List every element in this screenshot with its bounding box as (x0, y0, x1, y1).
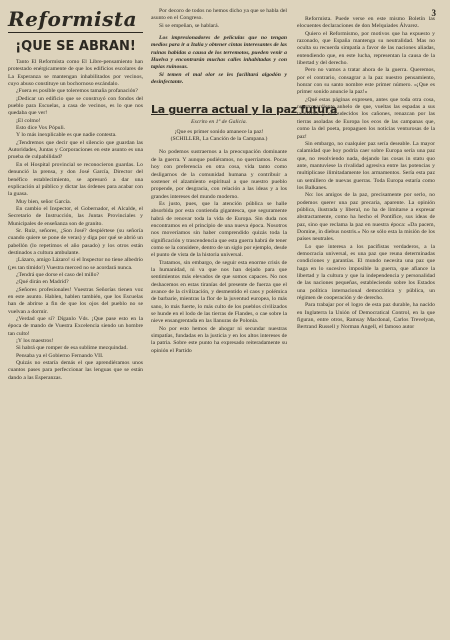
column-middle (151, 8, 338, 355)
masthead-title: Reformista (8, 8, 143, 33)
paragraph: ¡Y los maestros! (16, 338, 54, 345)
paragraph: Los impresionadores de películas que no tengan medios para ir a Italia y obtener cintas interesantes de las ruinas habidas a causa de los terremotos, pueden venir a Huelva y encontrarán muchas calles inhabitadas y con tapias ruinosas. (151, 35, 287, 71)
paragraph: Tratamos, sin embargo, de seguir esta enorme crisis de la humanidad, ni va que nos han dejado para que sentimientos más elevados de que somos capaces. No nos deshacemos en estas tiranías del presente de fuerza que el avance de la civilización, y desmentido el caos y polémica de barbarie, mientras la flor de la juventud europea, lo más sano, lo más fuerte, lo más culto de los pueblos civilizados se hunde en el lodo de las tierras de Flandes, o cae sobre la nieve ensangrentada en las llanuras de Polonia. (151, 259, 287, 325)
paragraph: Quizás no estaría demás el que aprendiéramos unos cuantos pases para perfeccionar las lenguas que se están dando a las Esperanzas. (8, 360, 143, 381)
paragraph: No podemos sustraernos a la preocupación dominante de la guerra. Y aunque pudiéramos, no querríamos. Pocas hoy con preferencia en otra cosa, vida tanto como desligarnos de la comunidad humana y contribuir a sostener el alzamiento espiritual a que nuestro pueblo propende, por desgracia, con relación a las ideas y a los grandes intereses del mundo moderno. (151, 149, 287, 200)
paragraph: En el Hospital provincial se reconocieron guardas. Lo denunció la prensa, y don José García, Director del benéfico establecimiento, se apresuró a dar una explicación al público y dictar las órdenes para acabar con la guasa. (8, 161, 143, 198)
paragraph: Muy bien, señor García. (16, 198, 72, 205)
paragraph: ¿Tendremos que decir que el silencio que guardan las Autoridades, Juntas y Corporaciones en este asunto es una prueba de culpabilidad? (8, 139, 143, 161)
epigraph-source: (SCHILLER, La Canción de la Campana.) (170, 136, 268, 143)
paragraph: ¡El colmo! (16, 117, 41, 124)
paragraph: Para trabajar por el logro de esta paz durable, ha nacido en Inglaterra la Unión of Democratical Control, en la que figuran, entre otros, Ramsay Macdonal, Carlos Trevelyan, Bertrand Russell y Norman Angell, el famoso autor (297, 302, 435, 331)
paragraph: Y lo más inexplicable es que nadie contesta. (16, 132, 117, 139)
paragraph: Es justo, pues, que la atención pública se halle absorbida por esta contienda gigantesca, que seguramente habrá de renovar toda la vida de Europa. Sin duda nos encontramos en el principio de una nueva época. Nosotros nos moveríamos sin haber comprendido quizás toda la significación y trascendencia que esta guerra habrá de tener como se la considere, dentro de un siglo por ejemplo, desde el punto de vista de la historia universal. (151, 200, 287, 259)
paragraph: Reformista. Puede verse en este mismo Boletín las elocuentes declaraciones de don Melquiades Álvarez. (297, 16, 435, 30)
article-title: La guerra actual y la paz futura (151, 103, 338, 117)
column-left (8, 8, 143, 382)
paragraph: Esto dice Vox Pópuli. (16, 125, 66, 132)
paragraph: No por esto hemos de ahogar ni secundar nuestras simpatías, fundadas en la justicia y en los altos intereses de la patria. Sobre este punto ha expresado reiteradamente su opinión el Partido (151, 325, 287, 354)
paragraph: Pero no vamos a tratar ahora de la guerra. Queremos, por el contrario, consagrar a la paz nuestro pensamiento, honrar con su santo nombre este primer número. «¡Que es primer sonido anuncie la paz!» (297, 67, 435, 96)
paragraph: Pensaba ya el Gobierno Fernando VII. (16, 352, 104, 359)
paragraph: Tanto El Reformista como El Libre-pensamiento han protestado enérgicamente de que los edificios escolares de La Esperanza se mantengan inhabilitados por vecinos, cuyo abuso constituye un bochornoso escándalo. (8, 59, 143, 88)
paragraph: ¿Verdad que sí? Díganlo Vds. ¡Que pase esto en la época de mando de Vuestra Excelencia siendo un hombre tan culto! (8, 316, 143, 337)
page-number: 3 (431, 8, 436, 18)
paragraph: ¿Señores profesionales! Vuestras Señorías tienen voz en este asunto. Hablen, hablen también, que los Escuelas han de abrirse a fin de que los ojos del pueblo no se vuelvan a dormir. (8, 286, 143, 315)
headline: ¡QUE SE ABRAN! (15, 39, 136, 54)
paragraph: ¿Qué estas páginas expresen, antes que toda otra cosa, nuestro ardiente anhelo de que, vueltas las espadas a sus talabartes y enmudecidos los cañones, renazcan por las tierras asoladas de Europa los ecos de las campanas que, como la del poeta, propaguen los noticias venturosas de la paz! (297, 96, 435, 140)
paragraph: ¿Fuera es posible que toleremos tamaña profanación? (16, 88, 138, 95)
paragraph: Si temen el mal olor se les facilitará algodón y desinfectante. (151, 71, 287, 86)
paragraph: Por decoro de todos no hemos dicho ya que se habla del asunto en el Congreso. (151, 8, 287, 22)
paragraph: En cambio el Inspector, el Gobernador, el Alcalde, el Secretario de Instrucción, las Juntas Provinciales y Municipales de enseñanza son de granito. (8, 205, 143, 227)
paragraph: Sin embargo, no cualquier paz sería deseable. La mayor calamidad que hoy podría caer sobre Europa sería una paz que, no resolviendo nada, dejando las cosas in statu quo ante, mantuviese la rivalidad agresiva entre las potencias y multiplicase ilimitadamente los armamentos. Sería esta paz un semillero de nuevas guerras. Toda Europa estaría como los Balkanes. (297, 140, 435, 191)
paragraph: ¡Lázaro, amigo Lázaro! si el Inspector no tiene albedrío (¡es tan tímido!) Vuestra merced no se acordará nunca. (8, 257, 143, 271)
epigraph-quote: ¡Que es primer sonido amanece la paz! (174, 128, 264, 135)
paragraph: Quiero el Reformismo, por motivos que ha expuesto y razonado, que España mantenga su neutralidad. Mas no oculta su recuerda simpatía a favor de las naciones aliadas, entendiendo que, en este lucha, representan la causa de la libertad y del derecho. (297, 30, 435, 67)
paragraph: Si habrá que romper de esa sublime mezquindad. (16, 345, 128, 352)
paragraph: ¡Dedicar un edificio que se construyó con fondos del pueblo para Escuelas, a casa de vecinos, es lo que nos quedaba que ver! (8, 95, 143, 117)
italic-notice (151, 35, 287, 86)
paragraph: Si se empeñan, se hablará. (159, 22, 220, 29)
column-right (297, 16, 435, 332)
byline: Escrito en 1º de Galicia. (191, 119, 247, 126)
paragraph: ¿Qué dirán en Madrid? (16, 279, 69, 286)
paragraph: ¿Tendrá que dorse el caso del millo? (16, 271, 99, 278)
paragraph: Lo que interesa a los pacifistas verdaderos, a la democracia universal, es una paz que reuna determinadas condiciones y garantías. El mundo necesita una paz que haga en lo sucesivo imposible la guerra, que afiance la libertad y la cultura y que la independencia y personalidad de las naciones pequeñas, estableciendo sobre los Estados una política internacional democrática y pública, un régimen de cooperación y de derecho. (297, 243, 435, 302)
paragraph: Sr. Ruiz, señores, ¿Son José? despiértese (su señoría cuando quiere se pone de veras) y diga por qué se abrió un pabellón (lo repetimos el año pasado) y los otros están destinados a cultura ambulante. (8, 227, 143, 256)
column-left-body (8, 59, 143, 382)
epigraph (151, 129, 287, 144)
paragraph: No: los amigos de la paz, precisamente por serlo, no podemos querer una paz precaria, aparente. La opinión pública, ilustrada y liberal, no ha de limitarse a expresar abstractamente, como ha hecho el Pontífice, sus ideas de paz, sino que reclama la paz en nuestra época: «Da pacem, Domine, in diebus nostris.» No se sólo esta la misión de los países neutrales. (297, 192, 435, 243)
